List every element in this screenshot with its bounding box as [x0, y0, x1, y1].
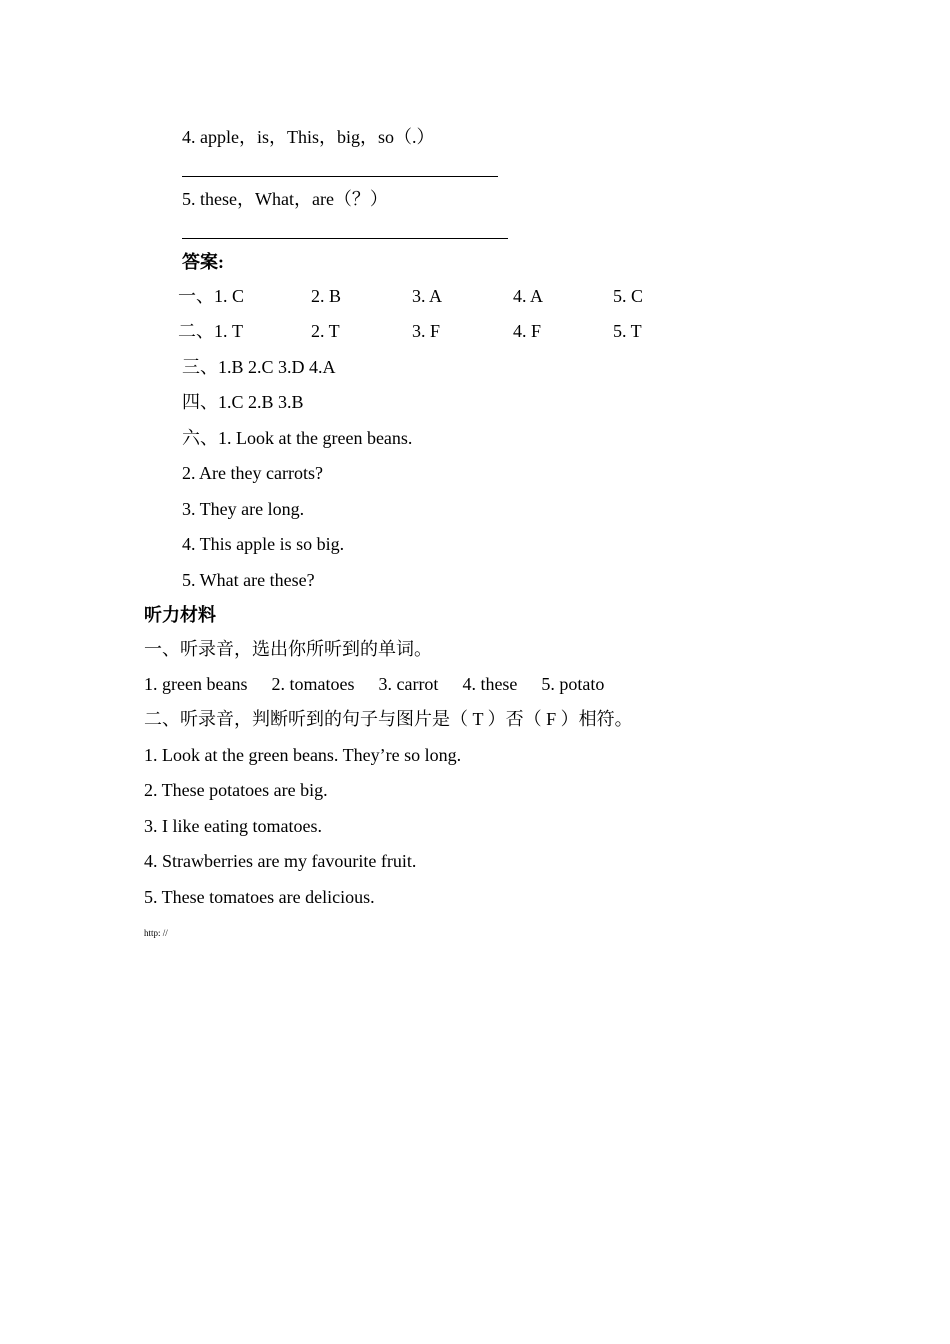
word-item: 3. carrot [378, 674, 439, 694]
listening-sentence: 4. Strawberries are my favourite fruit. [144, 851, 417, 871]
answers-part6-item: 5. What are these? [182, 570, 315, 590]
question-5: 5. these，What，are（？） [182, 189, 388, 209]
listening-sentence: 1. Look at the green beans. They’re so long. [144, 745, 462, 765]
listening-section1-title: 一、听录音，选出你所听到的单词。 [144, 639, 432, 659]
word-item: 4. these [462, 674, 518, 694]
answers-part4: 四、1.C 2.B 3.B [182, 392, 304, 412]
answers-part6-item: 2. Are they carrots? [182, 463, 323, 483]
listening-heading: 听力材料 [144, 605, 216, 625]
answer-item: 二、1. T [178, 321, 243, 341]
answer-item: 5. T [613, 321, 642, 341]
answers-part3: 三、1.B 2.C 3.D 4.A [182, 357, 336, 377]
answer-item: 2. T [311, 321, 340, 341]
listening-section2-title: 二、听录音，判断听到的句子与图片是（ T ）否（ F ）相符。 [144, 709, 633, 729]
listening-sentence: 5. These tomatoes are delicious. [144, 887, 375, 907]
word-item: 1. green beans [144, 674, 248, 694]
answers-part6-item: 3. They are long. [182, 499, 305, 519]
answer-item: 4. F [513, 321, 542, 341]
answers-part2 [178, 320, 642, 342]
footer-url: http: // [144, 928, 168, 938]
listening-sentence: 3. I like eating tomatoes. [144, 816, 322, 836]
answer-item: 2. B [311, 286, 342, 306]
word-item: 5. potato [541, 674, 605, 694]
answer-item: 3. A [412, 286, 443, 306]
question-4: 4. apple，is，This，big，so（.） [182, 127, 435, 147]
word-item: 2. tomatoes [271, 674, 355, 694]
answer-item: 一、1. C [178, 286, 245, 306]
answer-line-5 [182, 238, 508, 239]
listening-section1-words [144, 673, 604, 695]
answers-part6-item: 4. This apple is so big. [182, 534, 345, 554]
answer-item: 3. F [412, 321, 441, 341]
answers-part6-item: 六、1. Look at the green beans. [182, 428, 413, 448]
answer-line-4 [182, 176, 498, 177]
answer-item: 4. A [513, 286, 544, 306]
answers-heading: 答案: [182, 252, 224, 272]
listening-sentence: 2. These potatoes are big. [144, 780, 328, 800]
answer-item: 5. C [613, 286, 644, 306]
answers-part1 [178, 285, 643, 307]
